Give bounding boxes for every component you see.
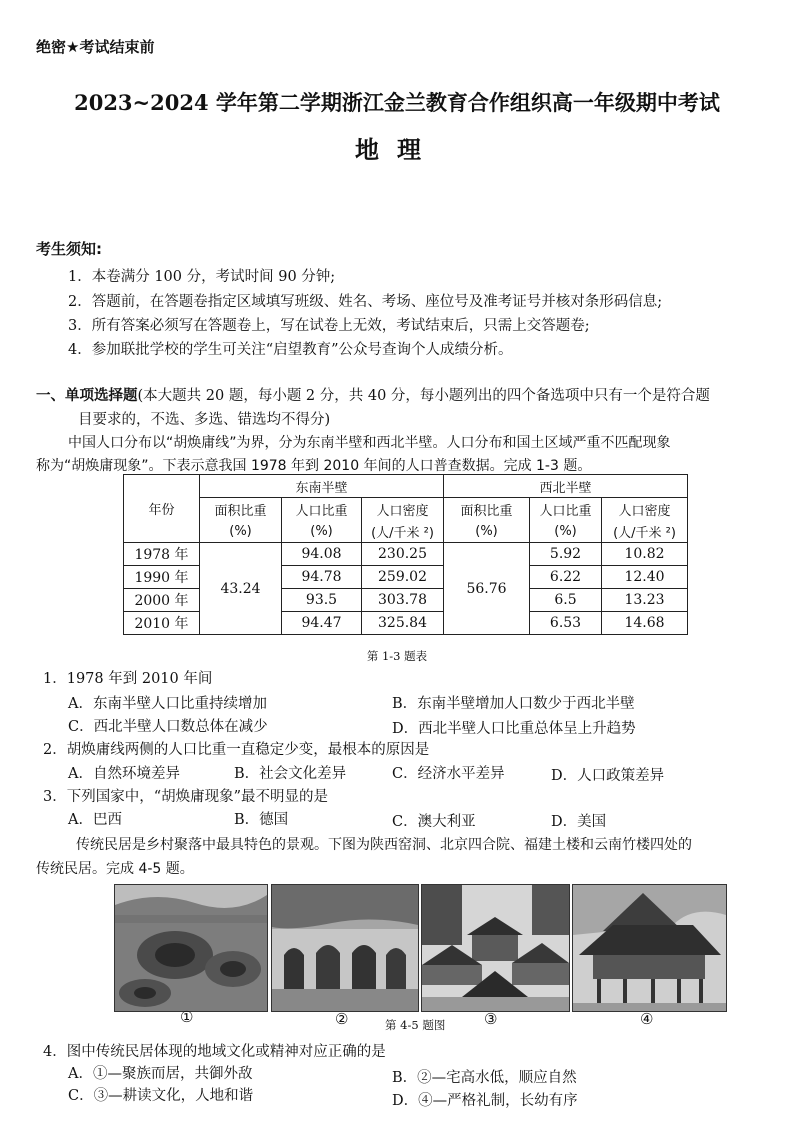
photo-label-3: ③ [484, 1010, 498, 1028]
se-density-cell: 303.78 [362, 589, 444, 612]
col-unit: (%) [200, 520, 282, 543]
col-area: 面积比重 [444, 498, 530, 521]
se-density-cell: 325.84 [362, 612, 444, 635]
northwest-header: 西北半壁 [444, 475, 688, 498]
year-cell: 2000 年 [124, 589, 200, 612]
question-stem: 2．胡焕庸线两侧的人口比重一直稳定少变，最根本的原因是 [43, 742, 430, 758]
se-density-cell: 259.02 [362, 566, 444, 589]
year-cell: 1978 年 [124, 543, 200, 566]
option-a[interactable]: A．①—聚族而居，共御外敌 [68, 1066, 253, 1082]
option-b[interactable]: B．社会文化差异 [234, 766, 347, 782]
subject-title: 地理 [355, 135, 439, 164]
se-area-cell: 43.24 [200, 543, 282, 635]
notice-item: 4．参加联批学校的学生可关注“启望教育”公众号查询个人成绩分析。 [68, 342, 513, 358]
material-intro-cont: 称为“胡焕庸现象”。下表示意我国 1978 年到 2010 年间的人口普查数据。完成 1-3 题。 [36, 458, 592, 474]
col-unit: (人/千米 ²) [602, 520, 688, 543]
nw-area-cell: 56.76 [444, 543, 530, 635]
option-a[interactable]: A．东南半壁人口比重持续增加 [68, 696, 267, 712]
zhulou-photo [572, 884, 727, 1012]
material-intro: 传统民居是乡村聚落中最具特色的景观。下图为陕西窑洞、北京四合院、福建土楼和云南竹楼四处的 [76, 837, 692, 853]
col-unit: (人/千米 ²) [362, 520, 444, 543]
se-pop-cell: 94.47 [282, 612, 362, 635]
photo-label-2: ② [335, 1010, 349, 1028]
nw-density-cell: 12.40 [602, 566, 688, 589]
nw-density-cell: 10.82 [602, 543, 688, 566]
col-pop: 人口比重 [530, 498, 602, 521]
yaodong-photo [271, 884, 419, 1012]
question-stem: 4．图中传统民居体现的地域文化或精神对应正确的是 [43, 1044, 386, 1060]
option-d[interactable]: D．美国 [551, 814, 607, 830]
option-c[interactable]: C．澳大利亚 [392, 814, 476, 830]
col-density: 人口密度 [602, 498, 688, 521]
option-c[interactable]: C．西北半壁人口数总体在减少 [68, 719, 268, 735]
confidential-mark: 绝密★考试结束前 [36, 38, 155, 56]
population-table [123, 474, 688, 635]
col-area: 面积比重 [200, 498, 282, 521]
nw-density-cell: 14.68 [602, 612, 688, 635]
section-desc: (本大题共 20 题，每小题 2 分，共 40 分，每小题列出的四个备选项中只有一个是符合题 [137, 388, 710, 404]
notice-item: 1．本卷满分 100 分，考试时间 90 分钟; [68, 269, 336, 285]
year-cell: 2010 年 [124, 612, 200, 635]
nw-pop-cell: 6.5 [530, 589, 602, 612]
col-unit: (%) [282, 520, 362, 543]
question-stem: 3．下列国家中，“胡焕庸现象”最不明显的是 [43, 789, 329, 805]
material-intro-cont: 传统民居。完成 4-5 题。 [36, 861, 194, 877]
section-desc-cont: 目要求的，不选、多选、错选均不得分) [78, 412, 331, 428]
material-intro: 中国人口分布以“胡焕庸线”为界，分为东南半壁和西北半壁。人口分布和国土区域严重不匹配现象 [68, 435, 671, 451]
se-pop-cell: 94.08 [282, 543, 362, 566]
question-stem: 1．1978 年到 2010 年间 [43, 671, 213, 687]
option-c[interactable]: C．经济水平差异 [392, 766, 505, 782]
exam-title: 2023~2024 学年第二学期浙江金兰教育合作组织高一年级期中考试 [74, 90, 720, 115]
option-b[interactable]: B．东南半壁增加人口数少于西北半壁 [392, 696, 635, 712]
notice-item: 2．答题前，在答题卷指定区域填写班级、姓名、考场、座位号及准考证号并核对条形码信息; [68, 294, 663, 310]
nw-pop-cell: 6.53 [530, 612, 602, 635]
table-row [124, 543, 688, 566]
option-a[interactable]: A．自然环境差异 [68, 766, 180, 782]
nw-density-cell: 13.23 [602, 589, 688, 612]
col-unit: (%) [444, 520, 530, 543]
se-pop-cell: 93.5 [282, 589, 362, 612]
col-unit: (%) [530, 520, 602, 543]
notice-item: 3．所有答案必须写在答题卷上，写在试卷上无效，考试结束后，只需上交答题卷; [68, 318, 590, 334]
nw-pop-cell: 6.22 [530, 566, 602, 589]
year-cell: 1990 年 [124, 566, 200, 589]
tulou-photo [114, 884, 268, 1012]
photo-label-4: ④ [640, 1010, 654, 1028]
option-a[interactable]: A．巴西 [68, 812, 122, 828]
section-heading [36, 384, 710, 405]
figure-caption: 第 4-5 题图 [385, 1018, 446, 1032]
option-d[interactable]: D．④—严格礼制，长幼有序 [392, 1093, 578, 1109]
year-header: 年份 [124, 475, 200, 543]
option-c[interactable]: C．③—耕读文化，人地和谐 [68, 1088, 254, 1104]
option-b[interactable]: B．②—宅高水低，顺应自然 [392, 1070, 577, 1086]
option-d[interactable]: D．西北半壁人口比重总体呈上升趋势 [392, 721, 636, 737]
photo-label-1: ① [180, 1008, 194, 1026]
nw-pop-cell: 5.92 [530, 543, 602, 566]
southeast-header: 东南半壁 [200, 475, 444, 498]
se-pop-cell: 94.78 [282, 566, 362, 589]
section-title: 一、单项选择题 [36, 388, 138, 404]
option-b[interactable]: B．德国 [234, 812, 289, 828]
se-density-cell: 230.25 [362, 543, 444, 566]
table-caption: 第 1-3 题表 [366, 649, 428, 663]
col-pop: 人口比重 [282, 498, 362, 521]
siheyuan-photo [421, 884, 570, 1012]
option-d[interactable]: D．人口政策差异 [551, 768, 665, 784]
col-density: 人口密度 [362, 498, 444, 521]
notice-heading: 考生须知: [36, 240, 102, 258]
